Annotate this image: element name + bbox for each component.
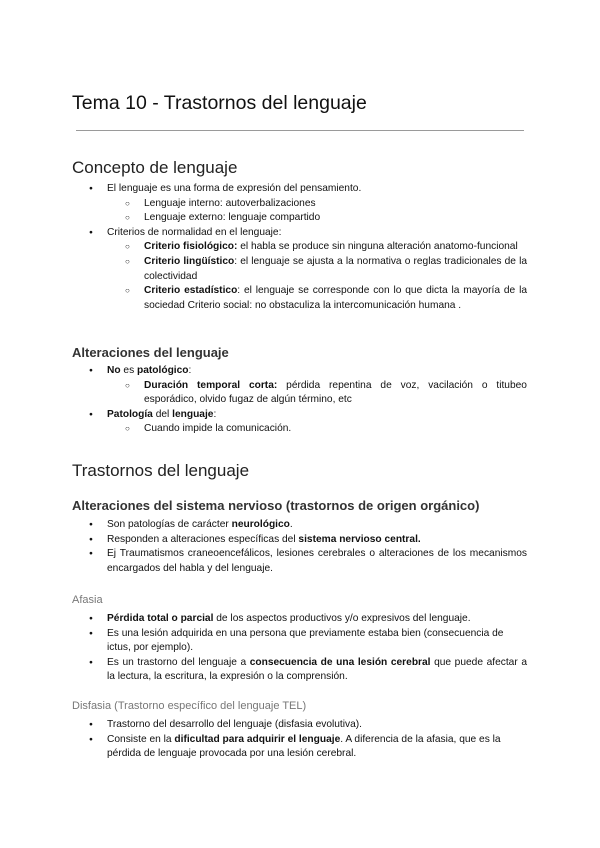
list-item: ● Criterios de normalidad en el lenguaje: bbox=[72, 226, 527, 241]
list-item: ● Patología del lenguaje: bbox=[72, 408, 527, 423]
list-subitem: ○ Duración temporal corta: pérdida repentina de voz, vacilación o titubeo esporádico, olvido fugaz de algún término, etc bbox=[72, 379, 527, 408]
alteraciones-list bbox=[72, 364, 527, 437]
list-item: ● No es patológico: bbox=[72, 364, 527, 379]
disfasia-list bbox=[72, 718, 527, 762]
list-subitem: ○ Criterio fisiológico: el habla se produce sin ninguna alteración anatomo-funcional bbox=[72, 240, 527, 255]
list-item: ● Ej Traumatismos craneoencefálicos, lesiones cerebrales o alteraciones de los mecanismos encargados del habla y del lenguaje. bbox=[72, 547, 527, 576]
list-subitem: ○ Criterio estadístico: el lenguaje se corresponde con lo que dicta la mayoría de la sociedad Criterio social: no obstaculiza la intercomunicación humana . bbox=[72, 284, 527, 313]
list-item: ● Es un trastorno del lenguaje a consecuencia de una lesión cerebral que puede afectar a la lectura, la escritura, la expresión o la comprensión. bbox=[72, 656, 527, 685]
list-item: ● Trastorno del desarrollo del lenguaje (disfasia evolutiva). bbox=[72, 718, 527, 733]
list-item: ● Es una lesión adquirida en una persona que previamente estaba bien (consecuencia de ictus, por ejemplo). bbox=[72, 627, 527, 656]
heading-afasia: Afasia bbox=[72, 594, 103, 606]
list-item: ● Pérdida total o parcial de los aspectos productivos y/o expresivos del lenguaje. bbox=[72, 612, 527, 627]
heading-concepto: Concepto de lenguaje bbox=[72, 158, 238, 177]
list-subitem: ○ Lenguaje interno: autoverbalizaciones bbox=[72, 197, 527, 212]
list-subitem: ○ Cuando impide la comunicación. bbox=[72, 422, 527, 437]
page-title: Tema 10 - Trastornos del lenguaje bbox=[72, 92, 367, 114]
heading-alteraciones: Alteraciones del lenguaje bbox=[72, 345, 229, 360]
trastornos-list bbox=[72, 518, 527, 576]
concepto-list bbox=[72, 182, 527, 313]
title-divider bbox=[76, 130, 524, 131]
afasia-list bbox=[72, 612, 527, 685]
heading-sistema-nervioso: Alteraciones del sistema nervioso (trastornos de origen orgánico) bbox=[72, 498, 480, 513]
list-item: ● Responden a alteraciones específicas del sistema nervioso central. bbox=[72, 533, 527, 548]
list-subitem: ○ Criterio lingüístico: el lenguaje se ajusta a la normativa o reglas tradicionales de la colectividad bbox=[72, 255, 527, 284]
list-item: ● Consiste en la dificultad para adquirir el lenguaje. A diferencia de la afasia, que es la pérdida de lenguaje provocada por una lesión cerebral. bbox=[72, 733, 527, 762]
list-subitem: ○ Lenguaje externo: lenguaje compartido bbox=[72, 211, 527, 226]
heading-trastornos: Trastornos del lenguaje bbox=[72, 461, 250, 480]
heading-disfasia: Disfasia (Trastorno específico del lenguaje TEL) bbox=[72, 700, 307, 712]
list-item: ● El lenguaje es una forma de expresión del pensamiento. bbox=[72, 182, 527, 197]
list-item: ● Son patologías de carácter neurológico. bbox=[72, 518, 527, 533]
